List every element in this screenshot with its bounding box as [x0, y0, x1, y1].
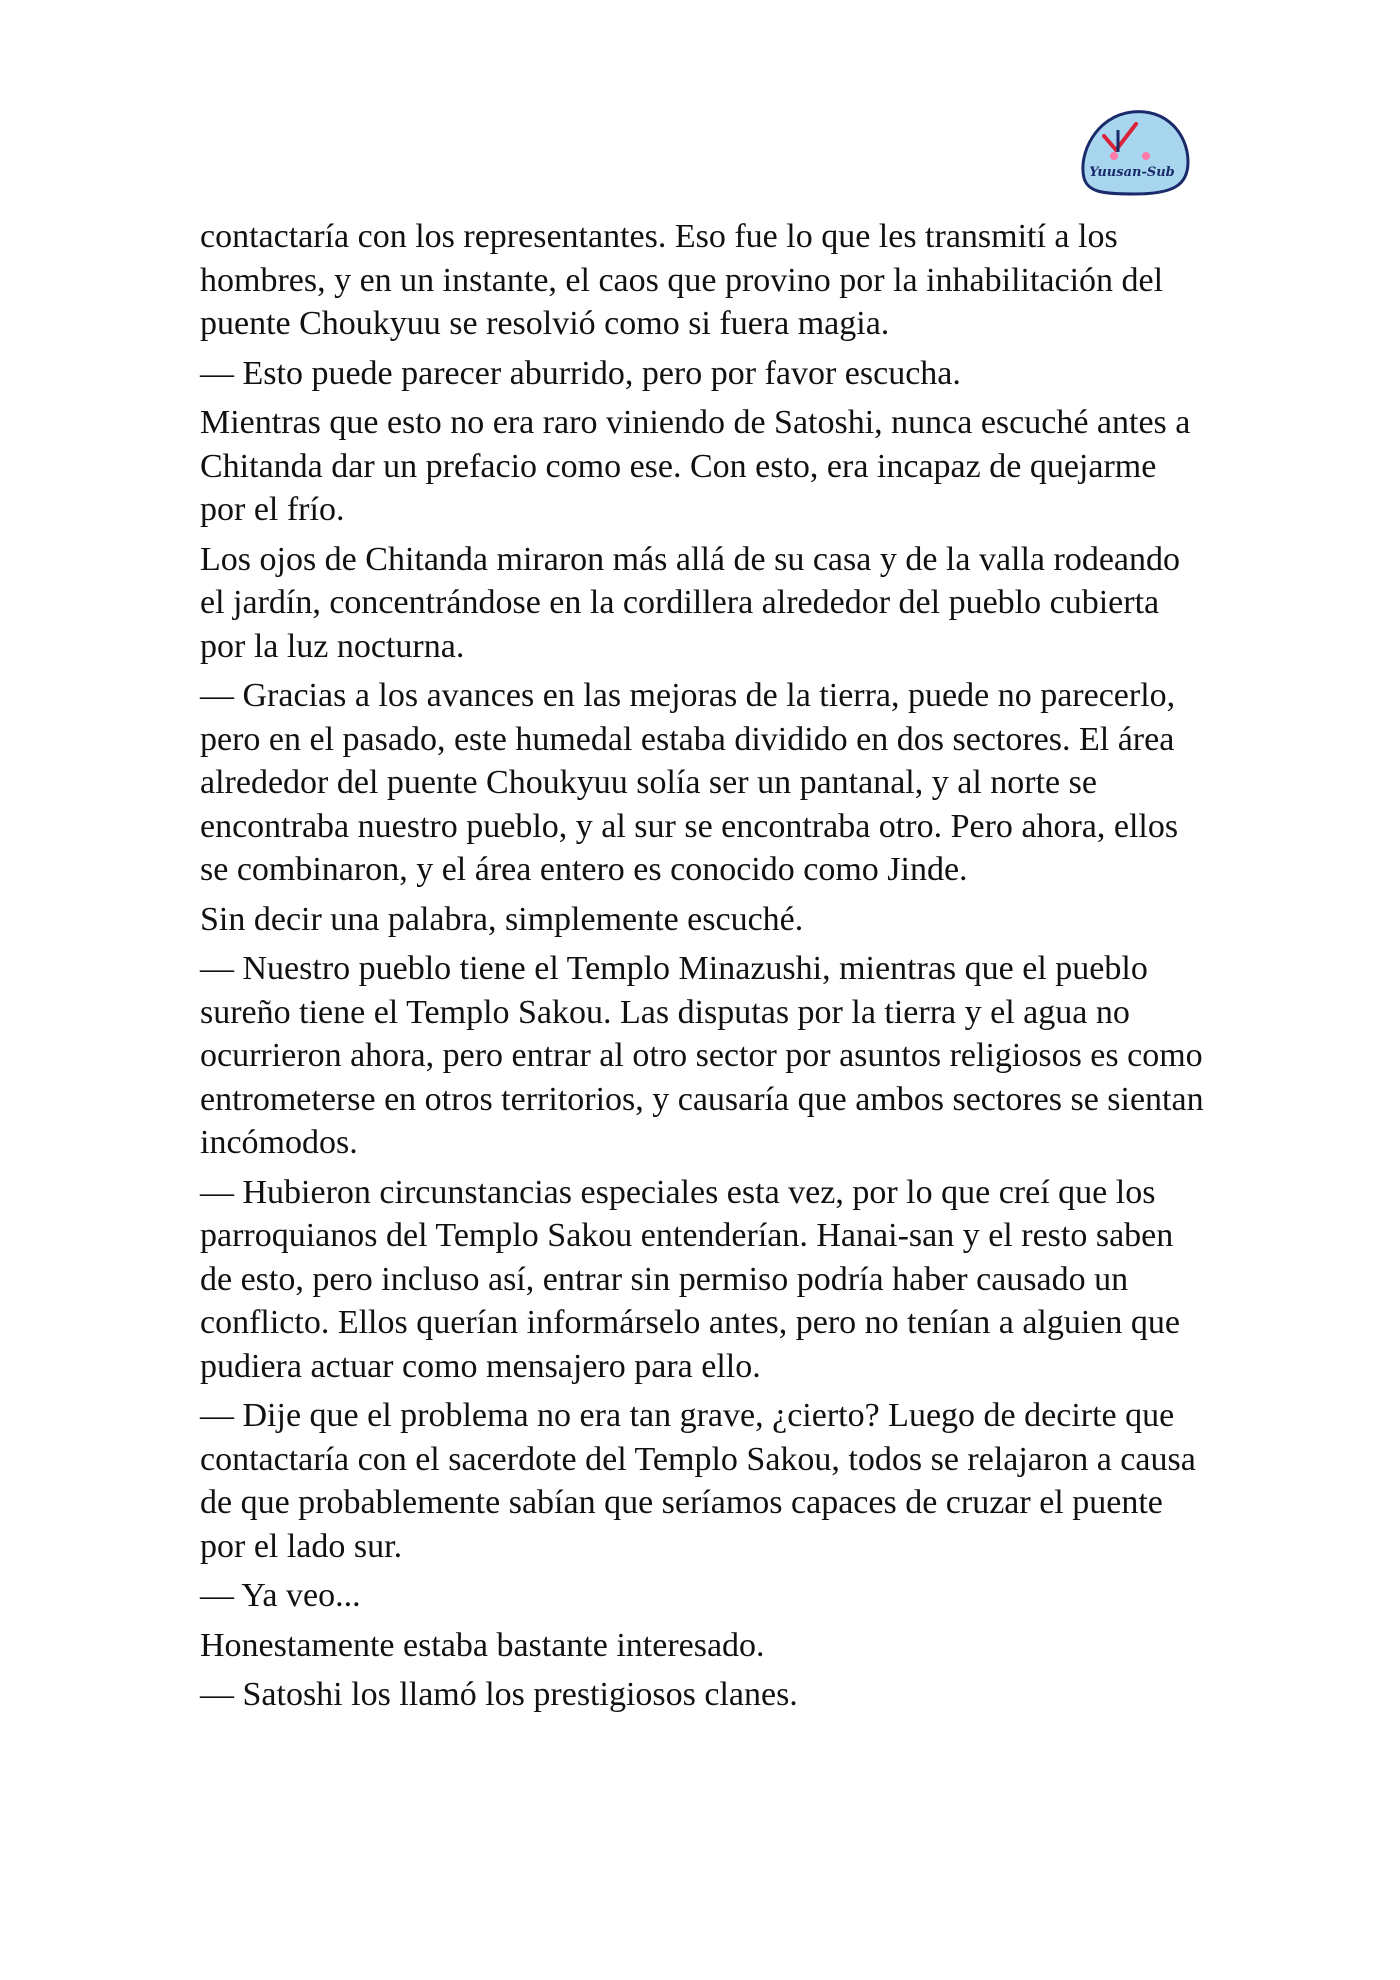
paragraph: — Esto puede parecer aburrido, pero por favor escucha.: [200, 354, 961, 392]
paragraph: Sin decir una palabra, simplemente escuché.: [200, 900, 804, 938]
page-body: [200, 215, 1210, 1723]
logo-text: Yuusan-Sub: [1089, 165, 1175, 180]
paragraph: Honestamente estaba bastante interesado.: [200, 1626, 765, 1664]
paragraph: Los ojos de Chitanda miraron más allá de su casa y de la valla rodeando el jardín, concentrándose en la cordillera alrededor del pueblo cubierta por la luz nocturna.: [200, 540, 1181, 665]
paragraph: Mientras que esto no era raro viniendo de Satoshi, nunca escuché antes a Chitanda dar un prefacio como ese. Con esto, era incapaz de quejarme por el frío.: [200, 404, 1191, 528]
paragraph: — Ya veo...: [200, 1577, 361, 1614]
paragraph: — Gracias a los avances en las mejoras de la tierra, puede no parecerlo, pero en el pasado, este humedal estaba dividido en dos sectores. El área alrededor del puente Choukyuu solía ser un pantanal, y al norte se encontraba nuestro pueblo, y al sur se encontraba otro. Pero ahora, ellos se combinaron, y el área entero es conocido como Jinde.: [200, 677, 1179, 888]
paragraph: — Nuestro pueblo tiene el Templo Minazushi, mientras que el pueblo sureño tiene el Templo Sakou. Las disputas por la tierra y el agua no ocurrieron ahora, pero entrar al otro sector por asuntos religiosos es como entrometerse en otros territorios, y causaría que ambos sectores se sientan incómodos.: [200, 950, 1204, 1161]
yuusan-sub-logo-icon: [1074, 104, 1194, 198]
paragraph: contactaría con los representantes. Eso fue lo que les transmití a los hombres, y en un instante, el caos que provino por la inhabilitación del puente Choukyuu se resolvió como si fuera magia.: [200, 218, 1164, 342]
paragraph: — Hubieron circunstancias especiales esta vez, por lo que creí que los parroquianos del Templo Sakou entenderían. Hanai-san y el resto saben de esto, pero incluso así, entrar sin permiso podría haber causado un conflicto. Ellos querían informárselo antes, pero no tenían a alguien que pudiera actuar como mensajero para ello.: [200, 1173, 1181, 1385]
paragraph: — Dije que el problema no era tan grave, ¿cierto? Luego de decirte que contactaría con el sacerdote del Templo Sakou, todos se relajaron a causa de que probablemente sabían que seríamos capaces de cruzar el puente por el lado sur.: [200, 1397, 1196, 1565]
yuusan-sub-logo: [1074, 104, 1194, 198]
paragraph: — Satoshi los llamó los prestigiosos clanes.: [200, 1676, 798, 1713]
